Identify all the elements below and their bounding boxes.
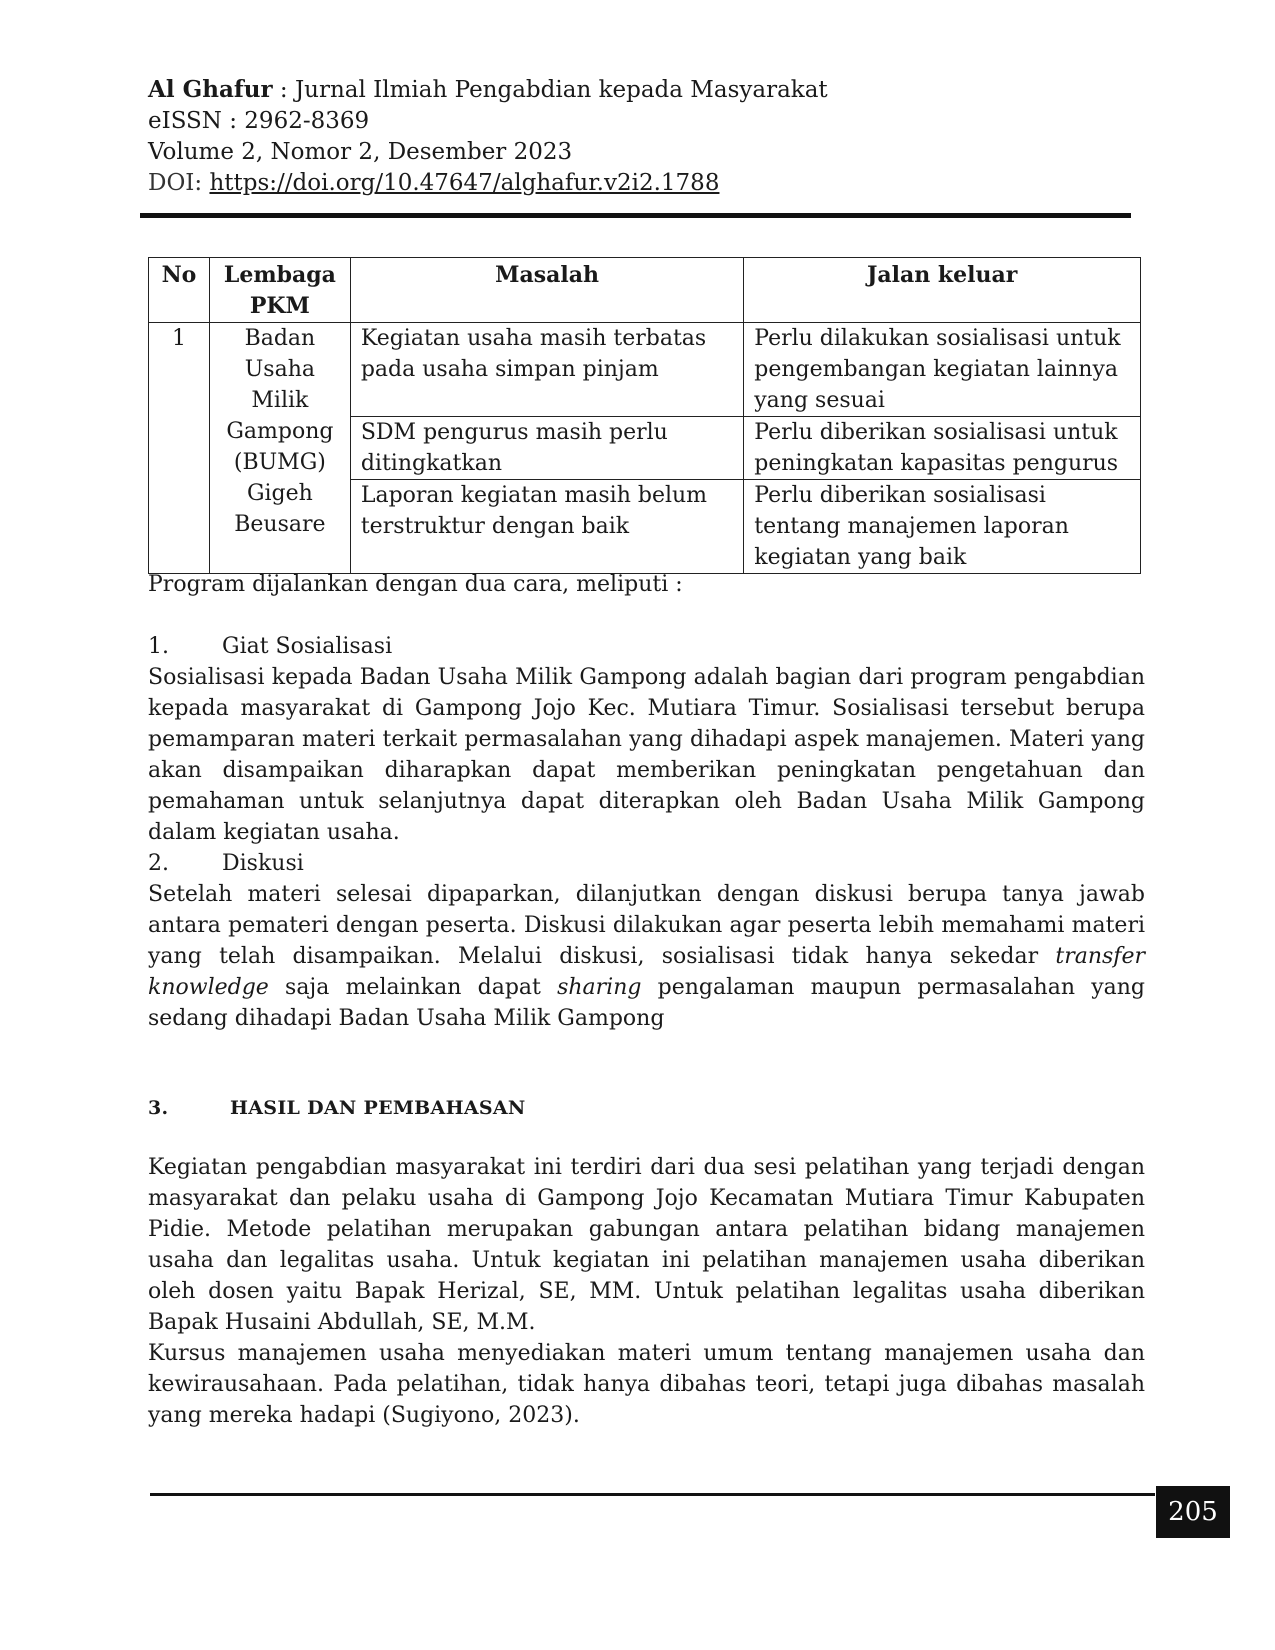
header-lembaga: Lembaga PKM [209,258,350,323]
cell-jalan-keluar: Perlu diberikan sosialisasi untuk peningkatan kapasitas pengurus [744,417,1141,480]
journal-name: : Jurnal Ilmiah Pengabdian kepada Masyarakat [272,77,828,103]
table-row [149,323,1141,417]
journal-title-line [148,74,828,106]
list-title: Diskusi [222,851,304,876]
section-number: 3. [148,1097,169,1119]
list-number: 2. [148,851,169,876]
cell-masalah: SDM pengurus masih perlu ditingkatkan [350,417,743,480]
sosialisasi-paragraph: Sosialisasi kepada Badan Usaha Milik Gampong adalah bagian dari program pengabdian kepada masyarakat di Gampong Jojo Kec. Mutiara Timur. Sosialisasi tersebut berupa pemamparan materi terkait permasalahan yang dihadapi aspek manajemen. Materi yang akan disampaikan diharapkan dapat memberikan peningkatan pengetahuan dan pemahaman untuk selanjutnya dapat diterapkan oleh Badan Usaha Milik Gampong dalam kegiatan usaha. [148,665,1145,845]
hasil-paragraph: Kegiatan pengabdian masyarakat ini terdiri dari dua sesi pelatihan yang terjadi dengan masyarakat dan pelaku usaha di Gampong Jojo Kecamatan Mutiara Timur Kabupaten Pidie. Metode pelatihan merupakan gabungan antara pelatihan bidang manajemen usaha dan legalitas usaha. Untuk kegiatan ini pelatihan manajemen usaha diberikan oleh dosen yaitu Bapak Herizal, SE, MM. Untuk pelatihan legalitas usaha diberikan Bapak Husaini Abdullah, SE, M.M. [148,1155,1145,1335]
cell-no: 1 [149,323,210,574]
section-title: HASIL DAN PEMBAHASAN [230,1097,526,1119]
pkm-problem-table [148,257,1141,574]
journal-header [148,74,828,199]
list-item-heading [148,848,304,879]
header-masalah: Masalah [350,258,743,323]
cell-masalah: Kegiatan usaha masih terbatas pada usaha simpan pinjam [350,323,743,417]
journal-brand: Al Ghafur [148,76,273,103]
doi-line [148,168,828,199]
volume-info: Volume 2, Nomor 2, Desember 2023 [148,139,573,165]
kursus-paragraph: Kursus manajemen usaha menyediakan materi umum tentang manajemen usaha dan kewirausahaan. Pada pelatihan, tidak hanya dibahas teori, tetapi juga dibahas masalah yang mereka hadapi (Sugiyono, 2023). [148,1341,1145,1428]
list-title: Giat Sosialisasi [222,634,393,659]
list-number: 1. [148,634,169,659]
cell-jalan-keluar: Perlu dilakukan sosialisasi untuk pengembangan kegiatan lainnya yang sesuai [744,323,1141,417]
table-header-row [149,258,1141,323]
diskusi-text-b: saja melainkan dapat [268,975,558,1000]
page-number: 205 [1156,1486,1230,1538]
header-rule [140,213,1131,218]
diskusi-paragraph [148,879,1145,1034]
footer-rule [150,1493,1155,1496]
doi-link[interactable]: https://doi.org/10.47647/alghafur.v2i2.1788 [209,170,720,196]
header-no: No [149,258,210,323]
program-intro: Program dijalankan dengan dua cara, meliputi : [148,572,683,597]
cell-lembaga: Badan Usaha Milik Gampong (BUMG) Gigeh Beusare [209,323,350,574]
cell-masalah: Laporan kegiatan masih belum terstruktur dengan baik [350,480,743,574]
cell-jalan-keluar: Perlu diberikan sosialisasi tentang manajemen laporan kegiatan yang baik [744,480,1141,574]
section-heading [148,1097,526,1119]
list-item-heading [148,631,392,662]
diskusi-text-c: pengalaman maupun permasalahan yang sedang dihadapi Badan Usaha Milik Gampong [148,975,1145,1031]
header-jalan-keluar: Jalan keluar [744,258,1141,323]
eissn: eISSN : 2962-8369 [148,108,370,134]
diskusi-emphasis-1: transfer knowledge [148,944,1145,1000]
diskusi-text-a: Setelah materi selesai dipaparkan, dilanjutkan dengan diskusi berupa tanya jawab antara pemateri dengan peserta. Diskusi dilakukan agar peserta lebih memahami materi yang telah disampaikan. Melalui diskusi, sosialisasi tidak hanya sekedar [148,882,1145,969]
doi-label: DOI: [148,170,210,196]
diskusi-emphasis-2: sharing [557,975,642,1000]
